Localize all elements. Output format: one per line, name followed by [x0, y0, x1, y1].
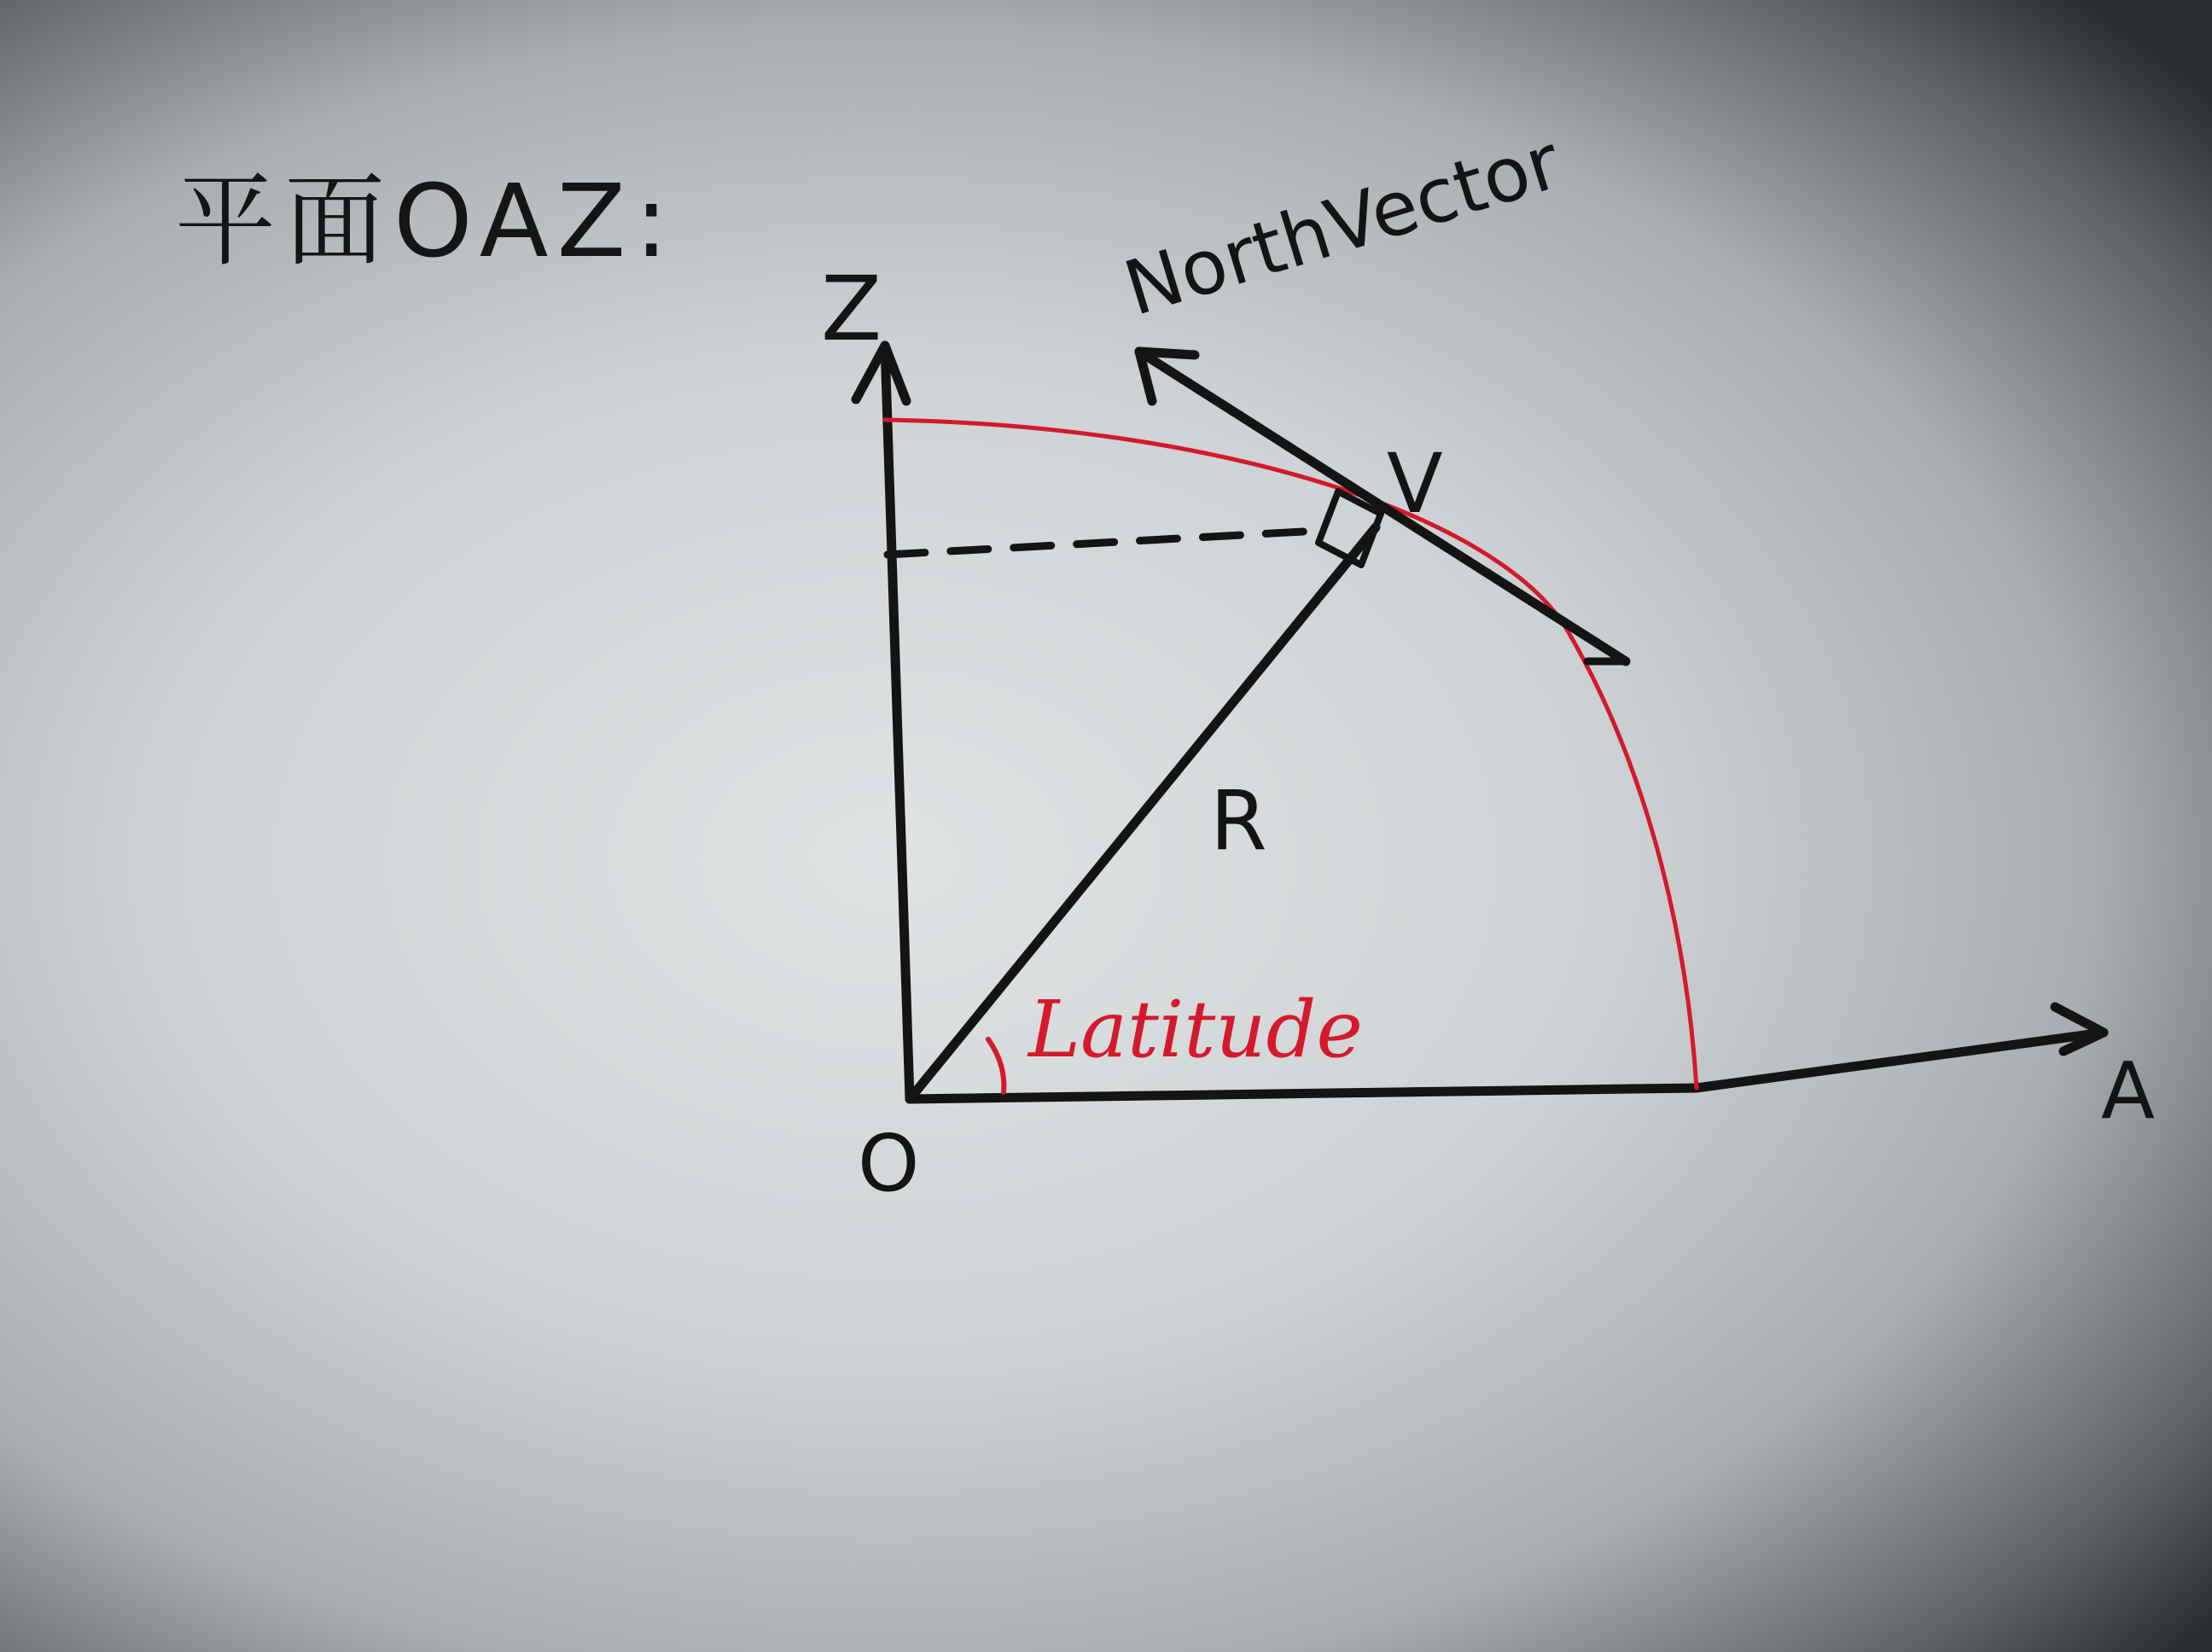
north-vector-label: NorthVector [1115, 117, 1570, 334]
z-axis-line [885, 346, 910, 1099]
z-axis-label: Z [821, 257, 882, 361]
a-axis-arrowhead [2055, 1007, 2104, 1051]
origin-label: O [858, 1118, 920, 1209]
projection-dashed-line [888, 531, 1318, 555]
plane-title: 平面OAZ: [175, 162, 678, 280]
latitude-angle-arc [988, 1039, 1004, 1092]
radius-label: R [1210, 773, 1267, 869]
latitude-label: Latitude [1028, 984, 1363, 1075]
north-vector-line [1139, 352, 1626, 661]
a-axis-label: A [2101, 1045, 2155, 1137]
point-v-label: V [1387, 436, 1443, 532]
